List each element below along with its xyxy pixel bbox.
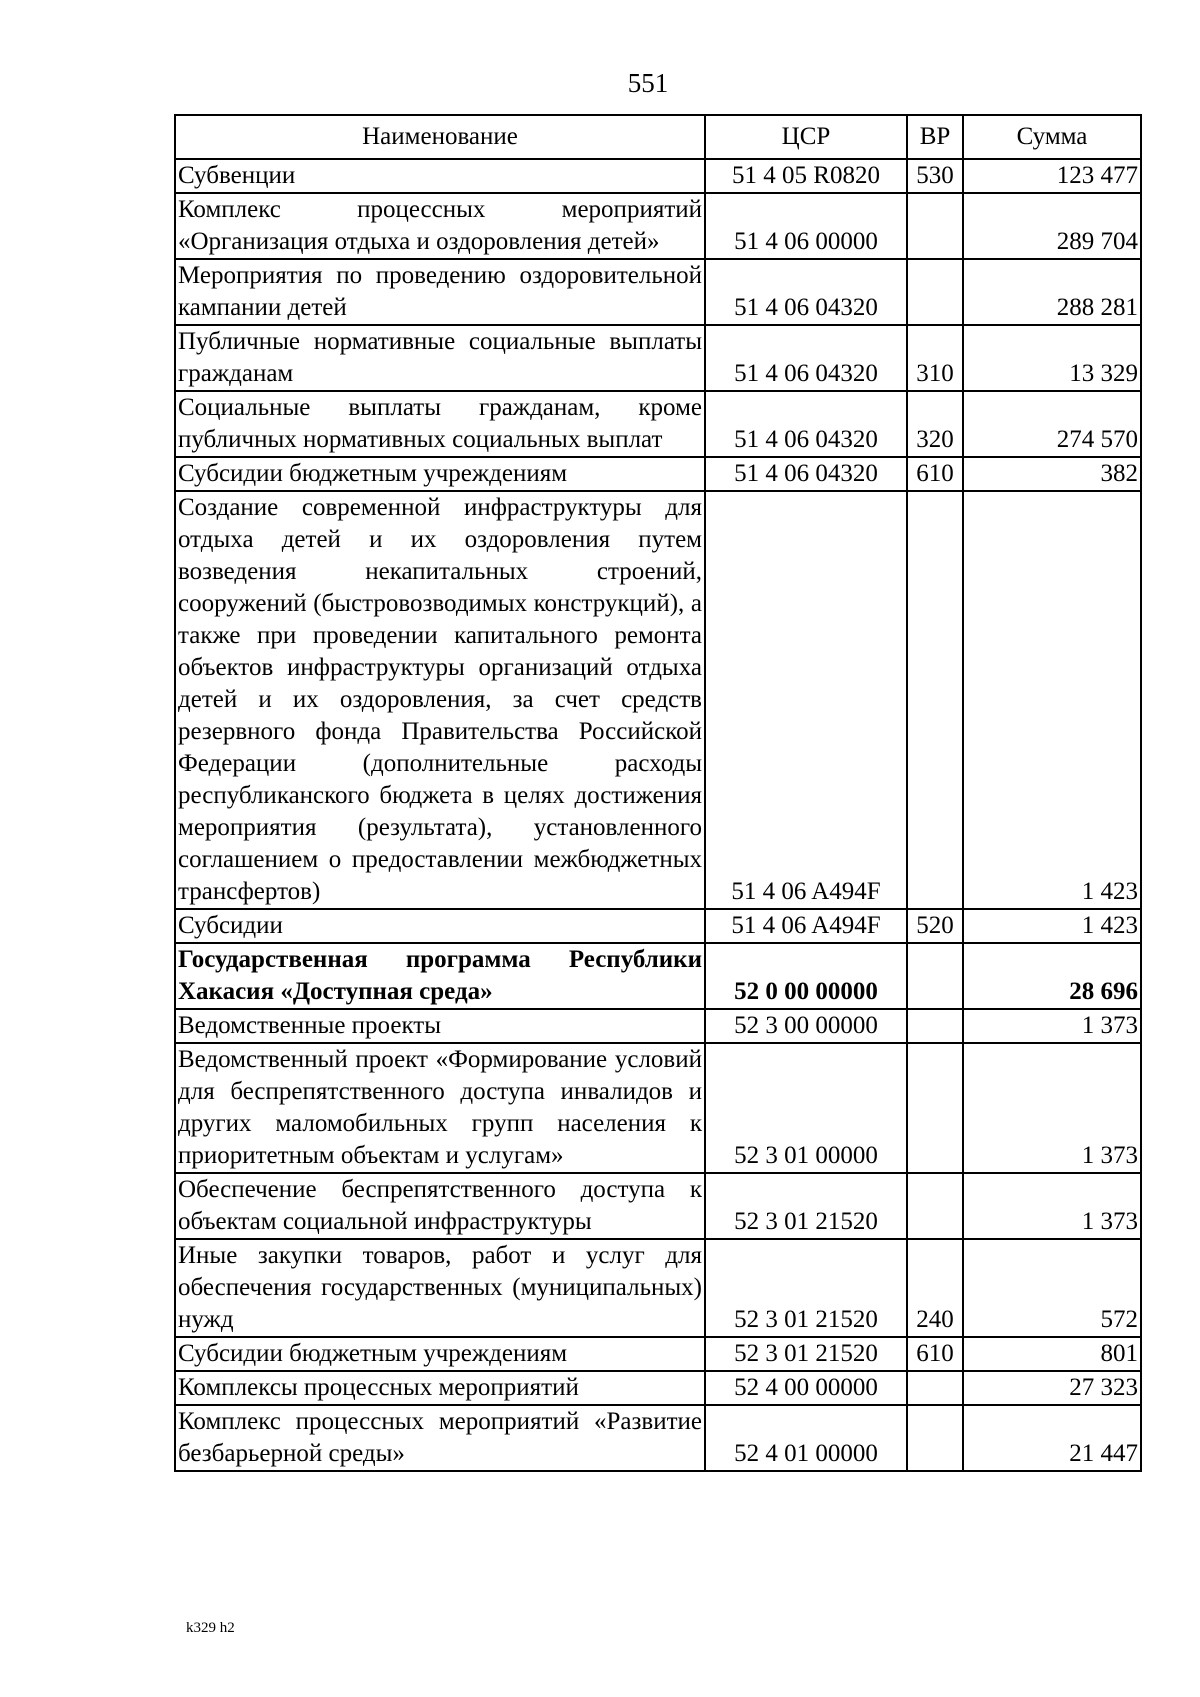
row-name-cell: Иные закупки товаров, работ и услуг для обеспечения государственных (муниципальных) нужд	[175, 1239, 705, 1337]
row-sum-cell: 1 373	[963, 1009, 1141, 1043]
row-sum-cell: 572	[963, 1239, 1141, 1337]
row-csr-cell: 51 4 06 04320	[705, 391, 907, 457]
row-vr-cell: 240	[907, 1239, 963, 1337]
row-sum-cell: 1 373	[963, 1173, 1141, 1239]
table-row	[175, 1173, 1141, 1239]
row-name-cell: Ведомственный проект «Формирование условий для беспрепятственного доступа инвалидов и других маломобильных групп населения к приоритетным объектам и услугам»	[175, 1043, 705, 1173]
header-csr: ЦСР	[705, 115, 907, 159]
row-csr-cell: 52 0 00 00000	[705, 943, 907, 1009]
row-vr-cell: 530	[907, 159, 963, 193]
row-vr-cell	[907, 491, 963, 909]
row-name-cell: Ведомственные проекты	[175, 1009, 705, 1043]
table-row	[175, 1239, 1141, 1337]
row-csr-cell: 51 4 06 00000	[705, 193, 907, 259]
table-row	[175, 159, 1141, 193]
table-body	[175, 159, 1141, 1471]
table-row	[175, 1337, 1141, 1371]
row-csr-cell: 52 3 01 21520	[705, 1337, 907, 1371]
row-vr-cell: 520	[907, 909, 963, 943]
row-csr-cell: 52 3 00 00000	[705, 1009, 907, 1043]
row-csr-cell: 52 3 01 21520	[705, 1173, 907, 1239]
table-row	[175, 491, 1141, 909]
row-name-cell: Обеспечение беспрепятственного доступа к объектам социальной инфраструктуры	[175, 1173, 705, 1239]
row-name-cell: Субсидии бюджетным учреждениям	[175, 457, 705, 491]
row-name-cell: Субвенции	[175, 159, 705, 193]
table-row	[175, 1405, 1141, 1471]
row-sum-cell: 21 447	[963, 1405, 1141, 1471]
row-vr-cell: 320	[907, 391, 963, 457]
row-sum-cell: 27 323	[963, 1371, 1141, 1405]
row-vr-cell	[907, 259, 963, 325]
table-row	[175, 391, 1141, 457]
row-vr-cell	[907, 193, 963, 259]
row-vr-cell	[907, 943, 963, 1009]
row-name-cell: Комплексы процессных мероприятий	[175, 1371, 705, 1405]
row-sum-cell: 289 704	[963, 193, 1141, 259]
table-row	[175, 1043, 1141, 1173]
row-name-cell: Мероприятия по проведению оздоровительной кампании детей	[175, 259, 705, 325]
row-sum-cell: 288 281	[963, 259, 1141, 325]
row-vr-cell: 310	[907, 325, 963, 391]
row-sum-cell: 1 423	[963, 909, 1141, 943]
row-vr-cell: 610	[907, 457, 963, 491]
row-sum-cell: 801	[963, 1337, 1141, 1371]
table-row	[175, 457, 1141, 491]
row-vr-cell	[907, 1371, 963, 1405]
row-csr-cell: 51 4 06 04320	[705, 259, 907, 325]
row-sum-cell: 28 696	[963, 943, 1141, 1009]
row-name-cell: Субсидии	[175, 909, 705, 943]
row-csr-cell: 52 3 01 21520	[705, 1239, 907, 1337]
row-csr-cell: 52 4 00 00000	[705, 1371, 907, 1405]
header-sum: Сумма	[963, 115, 1141, 159]
row-vr-cell	[907, 1043, 963, 1173]
table-row	[175, 259, 1141, 325]
table-row	[175, 1009, 1141, 1043]
row-sum-cell: 1 423	[963, 491, 1141, 909]
row-vr-cell	[907, 1405, 963, 1471]
row-csr-cell: 51 4 06 A494F	[705, 909, 907, 943]
table-header-row	[175, 115, 1141, 159]
header-name: Наименование	[175, 115, 705, 159]
row-sum-cell: 274 570	[963, 391, 1141, 457]
row-csr-cell: 51 4 06 04320	[705, 325, 907, 391]
table-row	[175, 909, 1141, 943]
row-sum-cell: 13 329	[963, 325, 1141, 391]
footer-code: k329 h2	[186, 1620, 235, 1636]
row-name-cell: Комплекс процессных мероприятий «Организация отдыха и оздоровления детей»	[175, 193, 705, 259]
row-csr-cell: 51 4 06 04320	[705, 457, 907, 491]
header-vr: ВР	[907, 115, 963, 159]
table-row	[175, 943, 1141, 1009]
row-name-cell: Государственная программа Республики Хакасия «Доступная среда»	[175, 943, 705, 1009]
table-row	[175, 193, 1141, 259]
row-csr-cell: 51 4 05 R0820	[705, 159, 907, 193]
budget-table	[174, 114, 1142, 1472]
table-row	[175, 325, 1141, 391]
row-name-cell: Комплекс процессных мероприятий «Развитие безбарьерной среды»	[175, 1405, 705, 1471]
row-vr-cell	[907, 1009, 963, 1043]
row-csr-cell: 52 4 01 00000	[705, 1405, 907, 1471]
row-sum-cell: 382	[963, 457, 1141, 491]
row-sum-cell: 1 373	[963, 1043, 1141, 1173]
row-name-cell: Создание современной инфраструктуры для отдыха детей и их оздоровления путем возведения некапитальных строений, сооружений (быстровозводимых конструкций), а также при проведении капитального ремонта объектов инфраструктуры организаций отдыха детей и их оздоровления, за счет средств резервного фонда Правительства Российской Федерации (дополнительные расходы республиканского бюджета в целях достижения мероприятия (результата), установленного соглашением о предоставлении межбюджетных трансфертов)	[175, 491, 705, 909]
row-vr-cell: 610	[907, 1337, 963, 1371]
row-name-cell: Социальные выплаты гражданам, кроме публичных нормативных социальных выплат	[175, 391, 705, 457]
row-name-cell: Публичные нормативные социальные выплаты гражданам	[175, 325, 705, 391]
page-number: 551	[627, 68, 669, 98]
row-sum-cell: 123 477	[963, 159, 1141, 193]
row-csr-cell: 52 3 01 00000	[705, 1043, 907, 1173]
row-vr-cell	[907, 1173, 963, 1239]
table-row	[175, 1371, 1141, 1405]
row-csr-cell: 51 4 06 A494F	[705, 491, 907, 909]
row-name-cell: Субсидии бюджетным учреждениям	[175, 1337, 705, 1371]
